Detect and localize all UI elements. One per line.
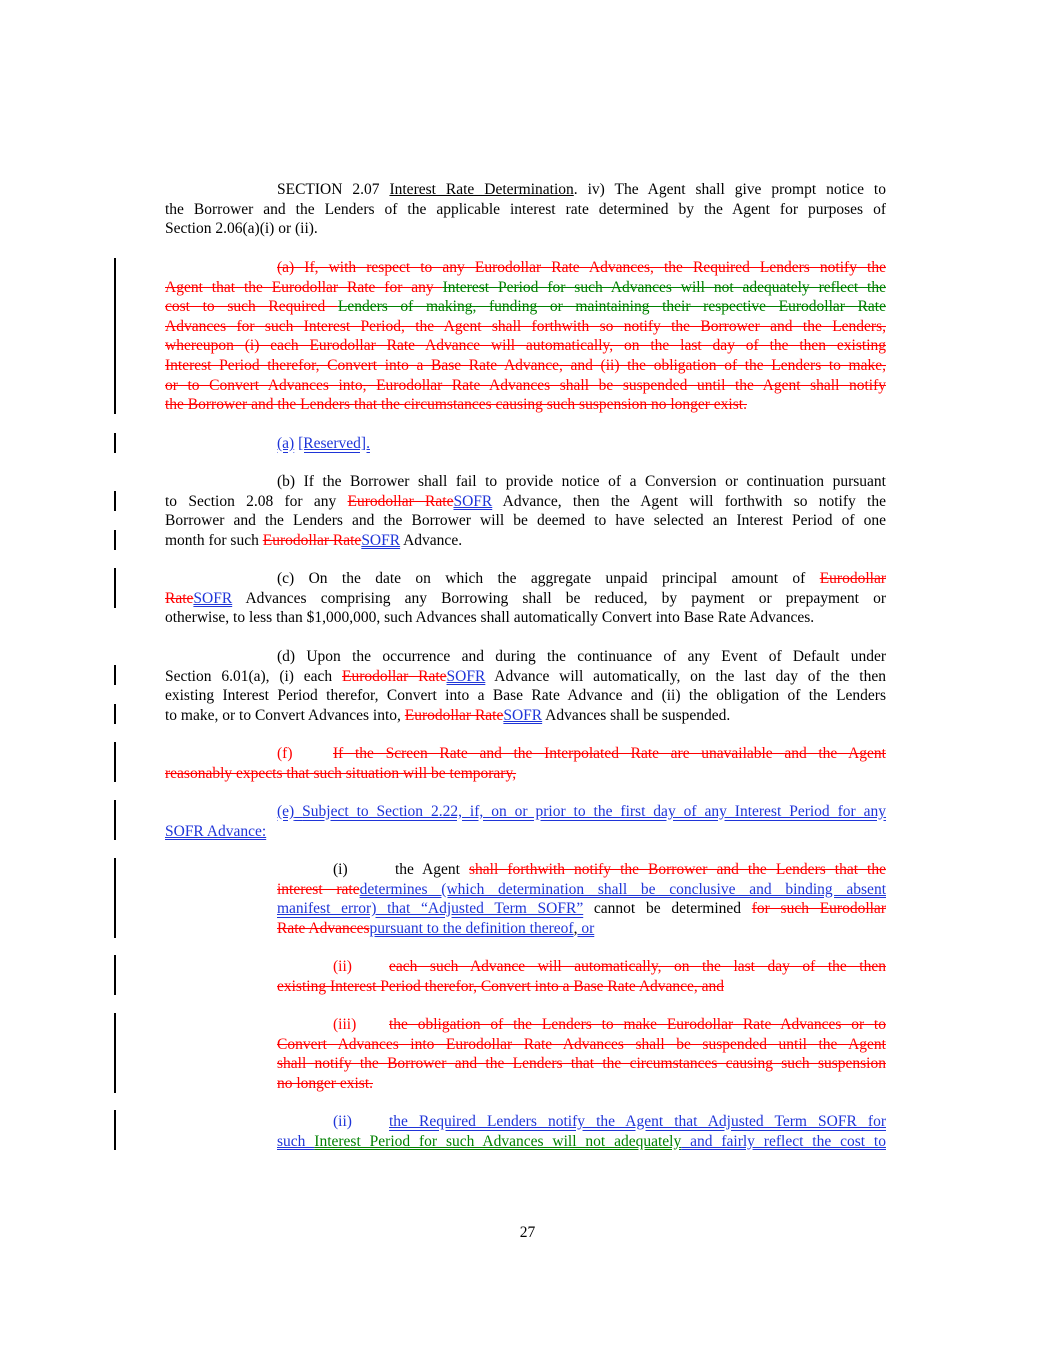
deleted-clause-ii: (ii) each such Advance will automatically, on the last day of the then existing Interest Period therefor, Convert into a Base Rate Advance, and (277, 958, 886, 995)
paragraph-d: (d) Upon the occurrence and during the continuance of any Event of Default under Section 6.01(a), (i) each Eurodollar RateSOFR Advance will automatically, on the last day of the then existing Interest Period therefor, Convert into a Base Rate Advance and (ii) the obligation of the Lenders to make, or to Convert Advances into, Eurodollar RateSOFR Advances shall be suspended. (165, 648, 886, 724)
change-bar (114, 704, 116, 724)
change-bar (114, 742, 116, 782)
change-bar (114, 955, 116, 995)
section-heading-paragraph: SECTION 2.07 Interest Rate Determination. iv) The Agent shall give prompt notice to the Borrower and the Lenders of the applicable interest rate determined by the Agent for purposes of Section 2.06(a)(i) or (ii). (165, 181, 886, 238)
paragraph-b: (b) If the Borrower shall fail to provide notice of a Conversion or continuation pursuant to Section 2.08 for any Eurodollar RateSOFR Advance, then the Agent will forthwith so notify the Borrower and the Lenders and the Borrower will be deemed to have selected an Interest Period of one month for such Eurodollar RateSOFR Advance. (165, 473, 886, 549)
change-bar (114, 433, 116, 453)
change-bar (114, 258, 116, 414)
change-bar (114, 1110, 116, 1150)
paragraph-c: (c) On the date on which the aggregate unpaid principal amount of Eurodollar RateSOFR Advances comprising any Borrowing shall be reduced, by payment or prepayment or otherwise, to less than $1,000,000, such Advances shall automatically Convert into Base Rate Advances. (165, 570, 886, 627)
deleted-paragraph-f: (f) If the Screen Rate and the Interpolated Rate are unavailable and the Agent reasonably expects that such situation will be temporary, (165, 745, 886, 782)
change-bar (114, 491, 116, 511)
clause-ii: (ii) the Required Lenders notify the Agent that Adjusted Term SOFR for such Interest Period for such Advances will not adequately and fairly reflect the cost to (277, 1113, 886, 1150)
reserved-paragraph: (a) [Reserved]. (277, 435, 370, 452)
section-title: Interest Rate Determination (389, 181, 574, 198)
change-bar (114, 800, 116, 840)
change-bar (114, 665, 116, 685)
change-bar (114, 568, 116, 608)
change-bar (114, 1013, 116, 1093)
clause-i: (i) the Agent shall forthwith notify the Borrower and the Lenders that the interest ratedetermines (which determination shall be conclusive and binding absent manifest error) that “Adjusted Term SOFR” cannot be determined for such Eurodollar Rate Advancespursuant to the definition thereof, or (277, 861, 886, 937)
deleted-paragraph-a: (a) If, with respect to any Eurodollar Rate Advances, the Required Lenders notify the Agent that the Eurodollar Rate for any Interest Period for such Advances will not adequately reflect the cost to such Required Lenders of making, funding or maintaining their respective Eurodollar Rate Advances for such Interest Period, the Agent shall forthwith so notify the Borrower and the Lenders, whereupon (i) each Eurodollar Rate Advance will automatically, on the last day of the then existing Interest Period therefor, Convert into a Base Rate Advance, and (ii) the obligation of the Lenders to make, or to Convert Advances into, Eurodollar Rate Advances shall be suspended until the Agent shall notify the Borrower and the Lenders that the circumstances causing such suspension no longer exist. (165, 259, 886, 414)
change-bar (114, 530, 116, 550)
paragraph-e: (e) Subject to Section 2.22, if, on or prior to the first day of any Interest Period for any SOFR Advance: (165, 803, 886, 840)
deleted-clause-iii: (iii) the obligation of the Lenders to make Eurodollar Rate Advances or to Convert Advances into Eurodollar Rate Advances shall be suspended until the Agent shall notify the Borrower and the Lenders that the circumstances causing such suspension no longer exist. (277, 1016, 886, 1092)
page-number: 27 (519, 1224, 536, 1241)
change-bar (114, 858, 116, 938)
